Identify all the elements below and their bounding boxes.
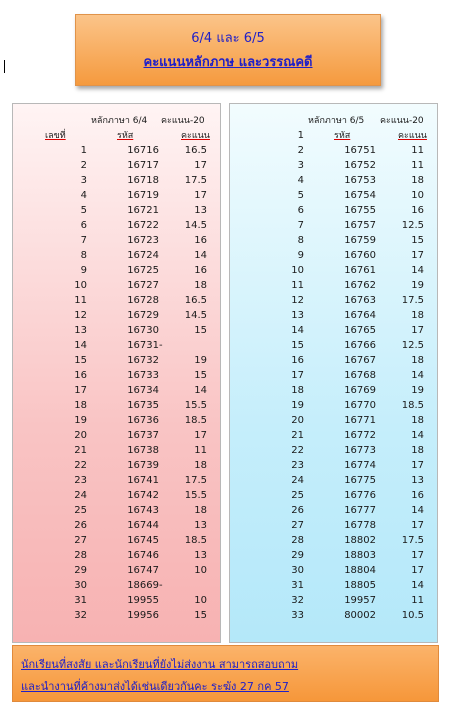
- class-6-5-score-table: [229, 103, 438, 643]
- row-number: 8: [80, 250, 87, 261]
- table-row: [13, 220, 220, 235]
- row-score: 16: [194, 235, 207, 246]
- notice-line-2: และนำงานที่ค้างมาส่งได้เช่นเดียวกันคะ ระฆัง 27 กค 57: [21, 680, 289, 693]
- class-6-4-score-table: [12, 103, 221, 643]
- table-row: [13, 235, 220, 250]
- row-student-id: 18802: [344, 535, 376, 546]
- row-student-id: 16765: [344, 325, 376, 336]
- row-student-id: 16728: [127, 295, 159, 306]
- row-number: 4: [297, 175, 304, 186]
- row-student-id: 16721: [127, 205, 159, 216]
- row-student-id: 19957: [344, 595, 376, 606]
- table-row: [230, 220, 437, 235]
- row-student-id: 18804: [344, 565, 376, 576]
- table-row: [13, 490, 220, 505]
- row-student-id: 16732: [127, 355, 159, 366]
- table-row: [13, 385, 220, 400]
- row-student-id: 16773: [344, 445, 376, 456]
- row-number: 9: [297, 250, 304, 261]
- table-row: [230, 385, 437, 400]
- row-number: 26: [74, 520, 87, 531]
- table-row: [13, 175, 220, 190]
- row-number: 5: [297, 190, 304, 201]
- row-student-id: 16735: [127, 400, 159, 411]
- row-number: 5: [80, 205, 87, 216]
- row-number: 21: [291, 430, 304, 441]
- row-score: 18: [411, 415, 424, 426]
- row-number: 18: [74, 400, 87, 411]
- row-student-id: 16770: [344, 400, 376, 411]
- row-number: 31: [291, 580, 304, 591]
- row-student-id: 16716: [127, 145, 159, 156]
- row-number: 19: [74, 415, 87, 426]
- row-student-id: 16733: [127, 370, 159, 381]
- row-score: 10: [411, 190, 424, 201]
- row-number: 23: [291, 460, 304, 471]
- row-number: 30: [74, 580, 87, 591]
- table-row: [13, 415, 220, 430]
- table-row: [13, 595, 220, 610]
- row-student-id: 19956: [127, 610, 159, 621]
- row-score: 17: [411, 565, 424, 576]
- row-score: 18.5: [184, 535, 207, 546]
- row-score: 15.5: [184, 490, 207, 501]
- row-score: 17: [194, 430, 207, 441]
- table-row: [13, 145, 220, 160]
- column-student-id: รหัส: [117, 131, 134, 141]
- row-number: 25: [291, 490, 304, 501]
- row-student-id: 16769: [344, 385, 376, 396]
- column-score: คะแนน: [181, 131, 210, 141]
- row-number: 26: [291, 505, 304, 516]
- table-row: [13, 535, 220, 550]
- table-row: [13, 565, 220, 580]
- table-row: [13, 610, 220, 625]
- row-student-id: 16759: [344, 235, 376, 246]
- row-student-id: 80002: [344, 610, 376, 621]
- row-score: 15: [194, 325, 207, 336]
- row-student-id: 16768: [344, 370, 376, 381]
- row-student-id: 16746: [127, 550, 159, 561]
- row-number: 24: [74, 490, 87, 501]
- row-score: 17.5: [401, 295, 424, 306]
- row-student-id: 16744: [127, 520, 159, 531]
- row-number: 8: [297, 235, 304, 246]
- row-student-id: 16718: [127, 175, 159, 186]
- table-row: [230, 460, 437, 475]
- table-row: [13, 520, 220, 535]
- row-score: 19: [411, 280, 424, 291]
- row-number: 4: [80, 190, 87, 201]
- row-score: 18.5: [401, 400, 424, 411]
- row-number: 12: [74, 310, 87, 321]
- row-student-id: 16753: [344, 175, 376, 186]
- row-student-id: 16745: [127, 535, 159, 546]
- table-row: [13, 370, 220, 385]
- header-score-max: คะแนน-20: [161, 116, 205, 126]
- row-score: 19: [411, 385, 424, 396]
- row-number: 14: [74, 340, 87, 351]
- row-score: 13: [411, 475, 424, 486]
- table-row: [230, 355, 437, 370]
- row-score: 18: [411, 445, 424, 456]
- header-class-6-5: หลักภาษา 6/5: [308, 116, 365, 126]
- table-row: [230, 160, 437, 175]
- row-number: 33: [291, 610, 304, 621]
- row-score: 14.5: [184, 310, 207, 321]
- row-score: 11: [194, 445, 207, 456]
- row-number: 9: [80, 265, 87, 276]
- table-row: [13, 505, 220, 520]
- row-score: 17: [411, 460, 424, 471]
- row-score: 13: [194, 205, 207, 216]
- table-row: [13, 205, 220, 220]
- column-number: เลขที่: [45, 131, 66, 141]
- row-score: 18: [411, 175, 424, 186]
- row-student-id: 16725: [127, 265, 159, 276]
- column-score: คะแนน: [398, 131, 427, 141]
- row-student-id: 16757: [344, 220, 376, 231]
- row-number: 23: [74, 475, 87, 486]
- row-student-id: 16741: [127, 475, 159, 486]
- row-number: 7: [297, 220, 304, 231]
- table-row: [230, 130, 437, 145]
- row-student-id: 16736: [127, 415, 159, 426]
- row-score: 14: [411, 370, 424, 381]
- row-number: 16: [74, 370, 87, 381]
- table-row: [230, 550, 437, 565]
- table-row: [13, 265, 220, 280]
- row-score: 17.5: [401, 535, 424, 546]
- row-student-id: 16771: [344, 415, 376, 426]
- row-student-id: 16742: [127, 490, 159, 501]
- table-row: [13, 460, 220, 475]
- row-student-id: 16731: [127, 340, 159, 351]
- row-score: 16: [411, 490, 424, 501]
- notice-line-1: นักเรียนที่สงสัย และนักเรียนที่ยังไม่ส่งงาน สามารถสอบถาม: [21, 658, 299, 671]
- row-number: 15: [74, 355, 87, 366]
- row-number: 24: [291, 475, 304, 486]
- table-row: [230, 400, 437, 415]
- table-row: [230, 295, 437, 310]
- table-row: [13, 430, 220, 445]
- row-student-id: 16747: [127, 565, 159, 576]
- header-score-max: คะแนน-20: [380, 116, 424, 126]
- row-score: 14: [411, 265, 424, 276]
- row-score: 14.5: [184, 220, 207, 231]
- row-number: 17: [74, 385, 87, 396]
- table-row: [230, 205, 437, 220]
- row-student-id: 16778: [344, 520, 376, 531]
- table-row: [230, 535, 437, 550]
- row-student-id: 16772: [344, 430, 376, 441]
- table-row: [13, 400, 220, 415]
- table-row: [13, 190, 220, 205]
- table-row: [230, 175, 437, 190]
- row-score: 15: [411, 235, 424, 246]
- row-number: 22: [74, 460, 87, 471]
- table-row: [13, 250, 220, 265]
- row-student-id: 19955: [127, 595, 159, 606]
- row-score: 16.5: [184, 295, 207, 306]
- row-number: 21: [74, 445, 87, 456]
- row-score: 10: [194, 595, 207, 606]
- row-student-id: 16734: [127, 385, 159, 396]
- row-score: 18.5: [184, 415, 207, 426]
- table-row: [230, 415, 437, 430]
- row-score: 17.5: [184, 175, 207, 186]
- row-score: 17: [194, 160, 207, 171]
- table-row: [13, 310, 220, 325]
- row-number: 11: [291, 280, 304, 291]
- table-row: [230, 445, 437, 460]
- row-score: 14: [411, 430, 424, 441]
- table-row: [13, 550, 220, 565]
- table-row: [230, 610, 437, 625]
- row-number: 13: [291, 310, 304, 321]
- table-row: [230, 250, 437, 265]
- row-student-id: 16724: [127, 250, 159, 261]
- row-student-id: 16760: [344, 250, 376, 261]
- row-number: 1: [80, 145, 87, 156]
- row-student-id: 18805: [344, 580, 376, 591]
- table-row: [13, 160, 220, 175]
- row-number: 20: [291, 415, 304, 426]
- row-student-id: 16763: [344, 295, 376, 306]
- row-number: 1: [297, 130, 304, 141]
- row-number: 15: [291, 340, 304, 351]
- row-score: -: [159, 340, 163, 351]
- row-number: 25: [74, 505, 87, 516]
- row-number: 11: [74, 295, 87, 306]
- row-score: 11: [411, 595, 424, 606]
- row-student-id: 16762: [344, 280, 376, 291]
- row-score: 11: [411, 160, 424, 171]
- row-score: 14: [194, 250, 207, 261]
- row-number: 13: [74, 325, 87, 336]
- row-student-id: 16729: [127, 310, 159, 321]
- row-number: 18: [291, 385, 304, 396]
- row-student-id: 16727: [127, 280, 159, 291]
- row-score: 17: [411, 550, 424, 561]
- row-student-id: 16737: [127, 430, 159, 441]
- row-score: 14: [194, 385, 207, 396]
- row-student-id: 16719: [127, 190, 159, 201]
- row-score: 17: [411, 520, 424, 531]
- row-score: 13: [194, 520, 207, 531]
- row-score: 17: [194, 190, 207, 201]
- row-number: 2: [297, 145, 304, 156]
- row-student-id: 16751: [344, 145, 376, 156]
- row-student-id: 16738: [127, 445, 159, 456]
- row-score: 14: [411, 580, 424, 591]
- row-score: 10.5: [401, 610, 424, 621]
- row-student-id: 16761: [344, 265, 376, 276]
- row-score: 13: [194, 550, 207, 561]
- table-row: [230, 190, 437, 205]
- row-number: 14: [291, 325, 304, 336]
- row-student-id: 16776: [344, 490, 376, 501]
- row-number: 6: [80, 220, 87, 231]
- title-subject: คะแนนหลักภาษ และวรรณคดี: [143, 55, 313, 70]
- table-row: [230, 595, 437, 610]
- row-number: 17: [291, 370, 304, 381]
- row-score: 16: [411, 205, 424, 216]
- row-student-id: 16775: [344, 475, 376, 486]
- row-student-id: 16722: [127, 220, 159, 231]
- row-score: 18: [411, 310, 424, 321]
- row-student-id: 18669: [127, 580, 159, 591]
- row-score: 17: [411, 250, 424, 261]
- row-score: 17.5: [184, 475, 207, 486]
- row-student-id: 16739: [127, 460, 159, 471]
- row-student-id: 16743: [127, 505, 159, 516]
- row-student-id: 16774: [344, 460, 376, 471]
- row-number: 30: [291, 565, 304, 576]
- row-number: 22: [291, 445, 304, 456]
- title-banner: [75, 14, 381, 86]
- table-row: [230, 145, 437, 160]
- table-row: [230, 490, 437, 505]
- row-score: 10: [194, 565, 207, 576]
- row-number: 16: [291, 355, 304, 366]
- row-score: 17: [411, 325, 424, 336]
- row-score: 12.5: [401, 220, 424, 231]
- row-student-id: 18803: [344, 550, 376, 561]
- table-row: [230, 280, 437, 295]
- table-row: [13, 445, 220, 460]
- row-student-id: 16752: [344, 160, 376, 171]
- table-row: [230, 370, 437, 385]
- table-row: [230, 505, 437, 520]
- row-score: 14: [411, 505, 424, 516]
- row-number: 32: [74, 610, 87, 621]
- notice-banner: [12, 645, 439, 702]
- row-number: 7: [80, 235, 87, 246]
- row-score: 15.5: [184, 400, 207, 411]
- row-number: 10: [74, 280, 87, 291]
- column-student-id: รหัส: [334, 131, 351, 141]
- row-student-id: 16717: [127, 160, 159, 171]
- row-number: 10: [291, 265, 304, 276]
- row-student-id: 16754: [344, 190, 376, 201]
- row-score: 11: [411, 145, 424, 156]
- table-row: [230, 325, 437, 340]
- row-score: 15: [194, 610, 207, 621]
- row-score: 19: [194, 355, 207, 366]
- row-number: 29: [291, 550, 304, 561]
- row-score: 18: [194, 280, 207, 291]
- table-row: [230, 430, 437, 445]
- table-row: [13, 325, 220, 340]
- row-score: 16.5: [184, 145, 207, 156]
- table-row: [230, 265, 437, 280]
- row-student-id: 16764: [344, 310, 376, 321]
- row-number: 3: [80, 175, 87, 186]
- row-number: 27: [291, 520, 304, 531]
- row-number: 27: [74, 535, 87, 546]
- row-student-id: 16730: [127, 325, 159, 336]
- table-row: [13, 580, 220, 595]
- header-class-6-4: หลักภาษา 6/4: [91, 116, 148, 126]
- table-row: [230, 235, 437, 250]
- table-row: [230, 580, 437, 595]
- row-number: 28: [74, 550, 87, 561]
- table-row: [13, 475, 220, 490]
- row-student-id: 16777: [344, 505, 376, 516]
- row-student-id: 16755: [344, 205, 376, 216]
- table-row: [13, 355, 220, 370]
- row-score: 12.5: [401, 340, 424, 351]
- table-row: [230, 475, 437, 490]
- text-cursor: [4, 60, 5, 73]
- row-score: 18: [194, 505, 207, 516]
- row-student-id: 16767: [344, 355, 376, 366]
- row-number: 12: [291, 295, 304, 306]
- row-number: 19: [291, 400, 304, 411]
- row-score: 18: [194, 460, 207, 471]
- row-number: 32: [291, 595, 304, 606]
- row-number: 28: [291, 535, 304, 546]
- table-row: [230, 565, 437, 580]
- row-number: 3: [297, 160, 304, 171]
- row-score: -: [159, 580, 163, 591]
- table-row: [13, 295, 220, 310]
- row-score: 15: [194, 370, 207, 381]
- row-number: 31: [74, 595, 87, 606]
- row-student-id: 16723: [127, 235, 159, 246]
- row-score: 16: [194, 265, 207, 276]
- row-number: 2: [80, 160, 87, 171]
- table-row: [230, 520, 437, 535]
- row-number: 6: [297, 205, 304, 216]
- row-student-id: 16766: [344, 340, 376, 351]
- table-row: [13, 280, 220, 295]
- title-classes: 6/4 และ 6/5: [191, 31, 265, 46]
- table-row: [230, 340, 437, 355]
- row-score: 18: [411, 355, 424, 366]
- row-number: 20: [74, 430, 87, 441]
- table-row: [13, 340, 220, 355]
- row-number: 29: [74, 565, 87, 576]
- table-row: [230, 310, 437, 325]
